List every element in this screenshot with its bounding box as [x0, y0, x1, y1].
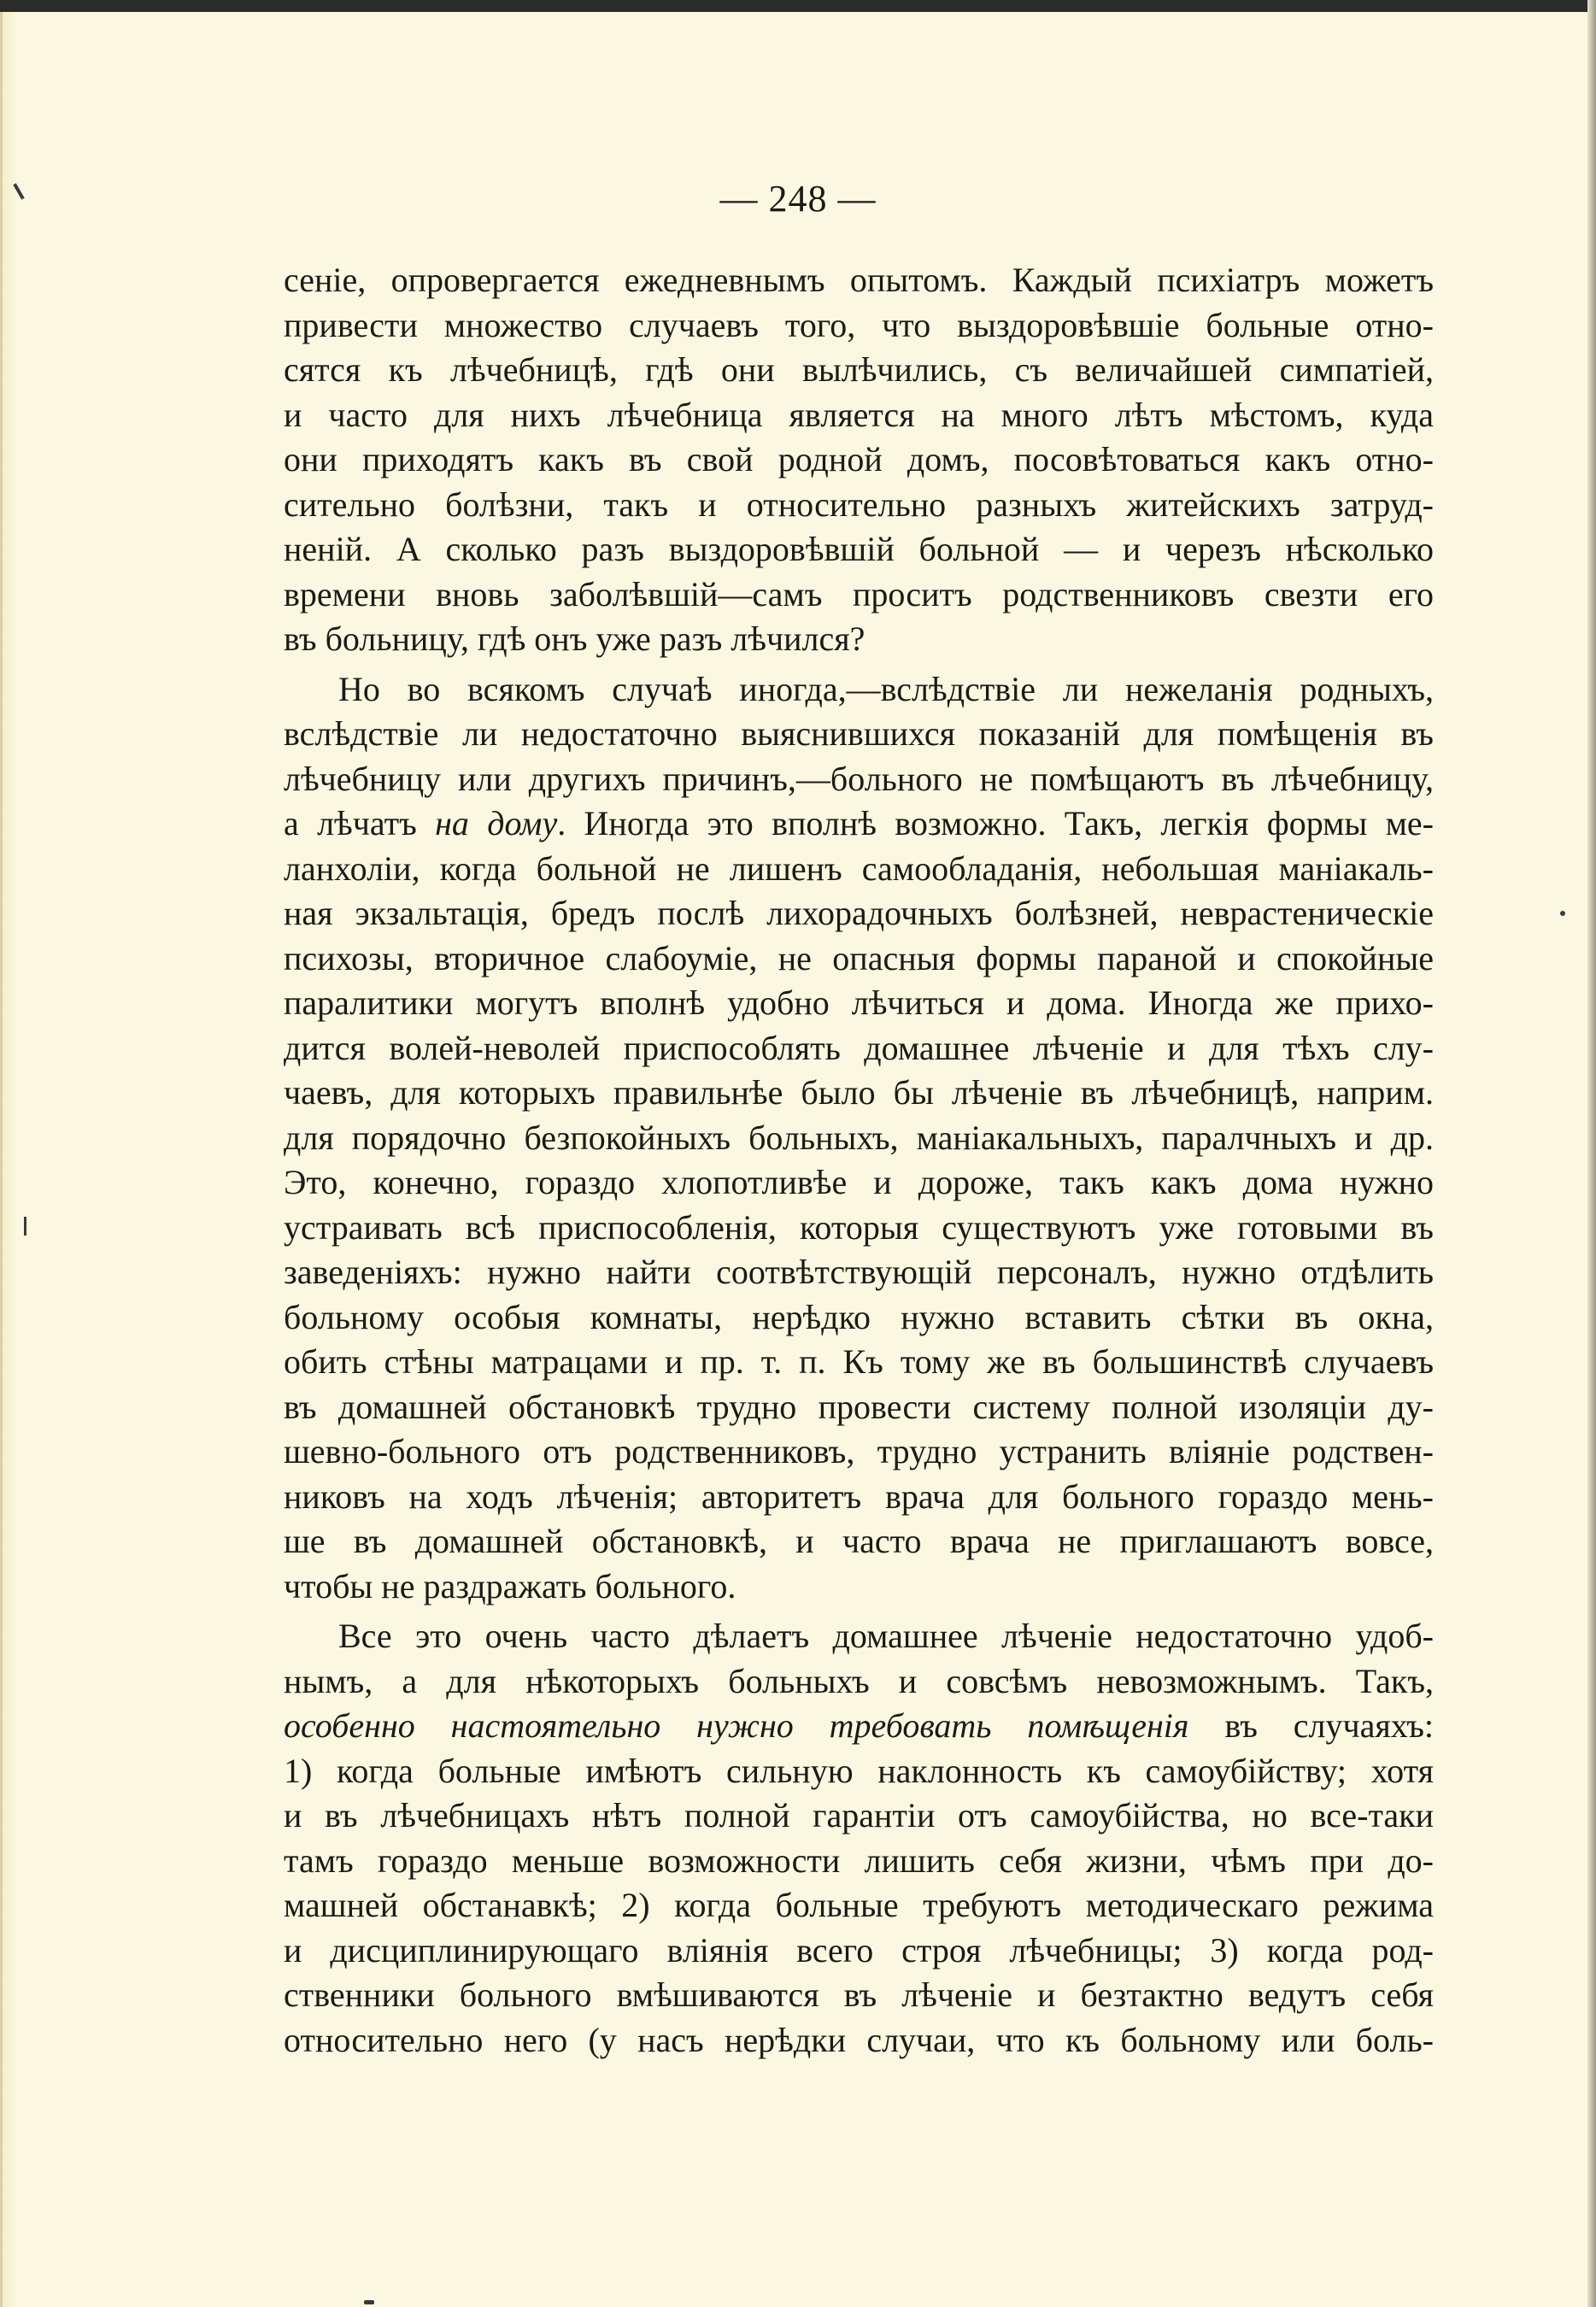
text-line	[284, 437, 1434, 483]
text-line	[284, 1071, 1434, 1116]
text-segment: никовъ на ходъ лѣченія; авторитетъ врача для больного гораздо мень-	[284, 1476, 1434, 1516]
text-line	[284, 1250, 1434, 1295]
text-line	[284, 757, 1434, 802]
text-line	[284, 1429, 1434, 1475]
text-segment: тамъ гораздо меньше возможности лишить себя жизни, чѣмъ при до-	[284, 1840, 1434, 1880]
text-line	[284, 1160, 1434, 1206]
text-segment: и часто для нихъ лѣчебница является на много лѣтъ мѣстомъ, куда	[284, 395, 1434, 434]
text-line	[284, 572, 1434, 618]
text-segment: Все это очень часто дѣлаетъ домашнее лѣченіе недостаточно удоб-	[338, 1617, 1434, 1655]
text-line	[284, 1749, 1434, 1794]
text-line	[284, 1340, 1434, 1385]
body-text	[284, 258, 1434, 2063]
text-segment: въ больницу, гдѣ онъ уже разъ лѣчился?	[284, 619, 865, 658]
text-segment: чтобы не раздражать больного.	[284, 1566, 736, 1606]
text-segment: ная экзальтація, бредъ послѣ лихорадочныхъ болѣзней, неврастеническіе	[284, 894, 1434, 932]
emphasized-text: на дому	[435, 804, 558, 842]
text-line	[284, 1116, 1434, 1161]
text-line	[284, 847, 1434, 892]
text-line	[284, 1704, 1434, 1749]
text-line	[284, 936, 1434, 982]
text-line	[284, 258, 1434, 303]
text-line	[284, 1883, 1434, 1928]
text-line	[284, 891, 1434, 936]
text-line	[284, 1614, 1434, 1659]
text-segment: ланхоліи, когда больной не лишенъ самообладанія, небольшая маніакаль-	[284, 848, 1434, 888]
text-segment: машней обстанавкѣ; 2) когда больные требуютъ методическаго режима	[284, 1886, 1434, 1924]
scan-top-band	[0, 0, 1596, 12]
text-segment: сительно болѣзни, такъ и относительно разныхъ житейскихъ затруд-	[284, 484, 1434, 524]
text-line	[284, 801, 1434, 847]
page-number: — 248 —	[719, 178, 877, 220]
text-segment: времени вновь заболѣвшій—самъ проситъ родственниковъ свезти его	[284, 574, 1434, 613]
text-line	[284, 981, 1434, 1026]
text-segment: въ случаяхъ:	[1188, 1706, 1434, 1745]
text-segment: шевно-больного отъ родственниковъ, трудно устранить вліяніе родствен-	[284, 1432, 1434, 1470]
page-right-edge	[1587, 0, 1596, 2307]
page-left-edge	[0, 12, 18, 2307]
text-segment: Это, конечно, гораздо хлопотливѣе и дороже, такъ какъ дома нужно	[284, 1163, 1434, 1201]
text-segment: и въ лѣчебницахъ нѣтъ полной гарантіи отъ самоубійства, но все-таки	[284, 1796, 1434, 1834]
text-segment: сятся къ лѣчебницѣ, гдѣ они вылѣчились, съ величайшей симпатіей,	[284, 350, 1434, 389]
text-line	[284, 712, 1434, 757]
text-line	[284, 393, 1434, 438]
scan-speck	[24, 1217, 26, 1236]
text-line	[284, 527, 1434, 572]
text-segment: . Иногда это вполнѣ возможно. Такъ, легкія формы ме-	[557, 804, 1434, 842]
text-segment: вслѣдствіе ли недостаточно выяснившихся показаній для помѣщенія въ	[284, 714, 1434, 753]
text-segment: ше въ домашней обстановкѣ, и часто врача не приглашаютъ вовсе,	[284, 1522, 1434, 1560]
text-line	[284, 1839, 1434, 1884]
text-segment: неній. А сколько разъ выздоровѣвшій больной — и черезъ нѣсколько	[284, 530, 1434, 568]
emphasized-text: особенно настоятельно нужно требовать помѣщенія	[284, 1706, 1189, 1745]
text-line	[284, 1295, 1434, 1341]
text-segment: въ домашней обстановкѣ трудно провести систему полной изоляціи ду-	[284, 1387, 1434, 1426]
text-segment: заведеніяхъ: нужно найти соотвѣтствующій персоналъ, нужно отдѣлить	[284, 1253, 1434, 1291]
text-line	[284, 1973, 1434, 2018]
text-line	[284, 1385, 1434, 1430]
text-segment: больному особыя комнаты, нерѣдко нужно вставить сѣтки въ окна,	[284, 1297, 1434, 1336]
text-line	[284, 1564, 1434, 1610]
text-segment: сеніе, опровергается ежедневнымъ опытомъ. Каждый психіатръ можетъ	[284, 261, 1434, 299]
text-line	[284, 667, 1434, 713]
text-segment: лѣчебницу или другихъ причинъ,—больного не помѣщаютъ въ лѣчебницу,	[284, 759, 1434, 798]
text-line	[284, 1206, 1434, 1251]
text-segment: для порядочно безпокойныхъ больныхъ, маніакальныхъ, паралчныхъ и др.	[284, 1118, 1434, 1157]
text-segment: обить стѣны матрацами и пр. т. п. Къ тому же въ большинствѣ случаевъ	[284, 1342, 1434, 1381]
text-line	[284, 1026, 1434, 1071]
text-segment: 1) когда больные имѣютъ сильную наклонность къ самоубійству; хотя	[284, 1751, 1434, 1790]
text-segment: они приходятъ какъ въ свой родной домъ, посовѣтоваться какъ отно-	[284, 440, 1434, 478]
text-line	[284, 303, 1434, 349]
text-line	[284, 348, 1434, 393]
text-segment: привести множество случаевъ того, что выздоровѣвшіе больные отно-	[284, 305, 1434, 344]
text-segment: дится волей-неволей приспособлять домашнее лѣченіе и для тѣхъ слу-	[284, 1028, 1434, 1067]
text-segment: нымъ, а для нѣкоторыхъ больныхъ и совсѣмъ невозможнымъ. Такъ,	[284, 1661, 1434, 1700]
text-segment: психозы, вторичное слабоуміе, не опасныя формы параной и спокойные	[284, 938, 1434, 977]
text-line	[284, 1519, 1434, 1564]
text-segment: относительно него (у насъ нерѣдки случаи, что къ больному или боль-	[284, 2020, 1434, 2059]
text-line	[284, 2018, 1434, 2063]
text-segment: ственники больного вмѣшиваются въ лѣченіе и безтактно ведутъ себя	[284, 1975, 1434, 2014]
scan-speck	[364, 2300, 374, 2304]
text-line	[284, 1793, 1434, 1839]
text-line	[284, 617, 1434, 662]
text-segment: устраивать всѣ приспособленія, которыя существуютъ уже готовыми въ	[284, 1207, 1434, 1247]
text-line	[284, 1659, 1434, 1705]
text-line	[284, 483, 1434, 528]
text-segment: паралитики могутъ вполнѣ удобно лѣчиться и дома. Иногда же прихо-	[284, 983, 1434, 1022]
text-segment: чаевъ, для которыхъ правильнѣе было бы лѣченіе въ лѣчебницѣ, наприм.	[284, 1073, 1434, 1112]
text-line	[284, 1928, 1434, 1974]
text-line	[284, 1475, 1434, 1520]
text-segment: и дисциплинирующаго вліянія всего строя лѣчебницы; 3) когда род-	[284, 1930, 1434, 1969]
text-segment: Но во всякомъ случаѣ иногда,—вслѣдствіе ли нежеланія родныхъ,	[338, 669, 1434, 708]
scan-speck	[1560, 911, 1565, 916]
text-segment: а лѣчатъ	[284, 804, 436, 842]
